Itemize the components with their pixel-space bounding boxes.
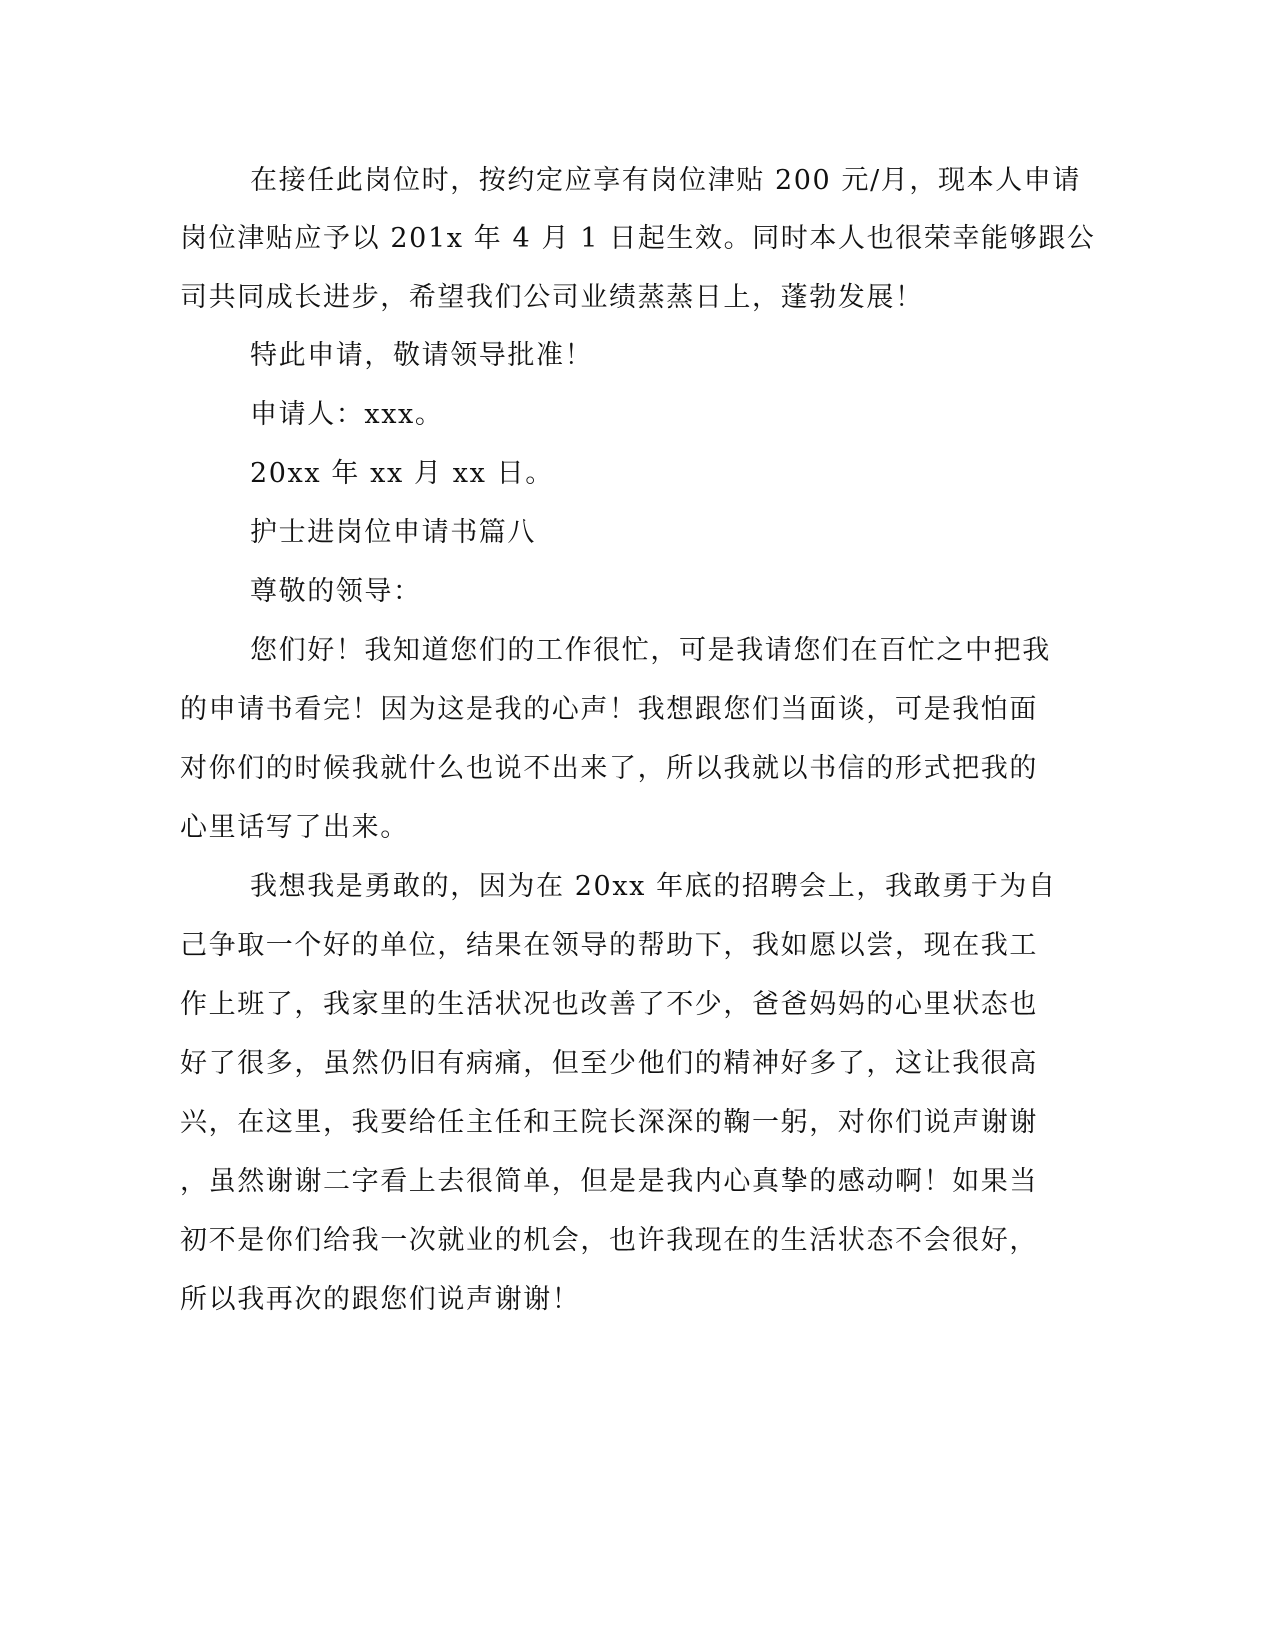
paragraph-line: 您们好！我知道您们的工作很忙，可是我请您们在百忙之中把我 xyxy=(250,635,1051,666)
paragraph-line: 心里话写了出来。 xyxy=(180,812,409,843)
applicant-signature: 申请人：xxx。 xyxy=(250,399,444,430)
paragraph-line: 己争取一个好的单位，结果在领导的帮助下，我如愿以尝，现在我工 xyxy=(180,930,1038,961)
paragraph-line: ，虽然谢谢二字看上去很简单，但是是我内心真挚的感动啊！如果当 xyxy=(180,1166,1038,1197)
paragraph-line: 对你们的时候我就什么也说不出来了，所以我就以书信的形式把我的 xyxy=(180,753,1038,784)
paragraph-line: 好了很多，虽然仍旧有病痛，但至少他们的精神好多了，这让我很高 xyxy=(180,1048,1038,1079)
paragraph-line: 我想我是勇敢的，因为在 20xx 年底的招聘会上，我敢勇于为自 xyxy=(250,871,1057,902)
closing-request: 特此申请，敬请领导批准！ xyxy=(250,340,594,371)
paragraph-line: 的申请书看完！因为这是我的心声！我想跟您们当面谈，可是我怕面 xyxy=(180,694,1038,725)
date-line: 20xx 年 xx 月 xx 日。 xyxy=(250,458,554,489)
salutation: 尊敬的领导： xyxy=(250,576,422,607)
paragraph-line: 在接任此岗位时，按约定应享有岗位津贴 200 元/月，现本人申请 xyxy=(250,165,1081,196)
paragraph-line: 兴，在这里，我要给任主任和王院长深深的鞠一躬，对你们说声谢谢 xyxy=(180,1107,1038,1138)
paragraph-line: 作上班了，我家里的生活状况也改善了不少，爸爸妈妈的心里状态也 xyxy=(180,989,1038,1020)
paragraph-line: 岗位津贴应予以 201x 年 4 月 1 日起生效。同时本人也很荣幸能够跟公 xyxy=(180,223,1096,254)
paragraph-line: 司共同成长进步，希望我们公司业绩蒸蒸日上，蓬勃发展！ xyxy=(180,282,924,313)
section-title: 护士进岗位申请书篇八 xyxy=(250,517,536,548)
paragraph-line: 初不是你们给我一次就业的机会，也许我现在的生活状态不会很好， xyxy=(180,1225,1038,1256)
paragraph-line: 所以我再次的跟您们说声谢谢！ xyxy=(180,1284,581,1315)
